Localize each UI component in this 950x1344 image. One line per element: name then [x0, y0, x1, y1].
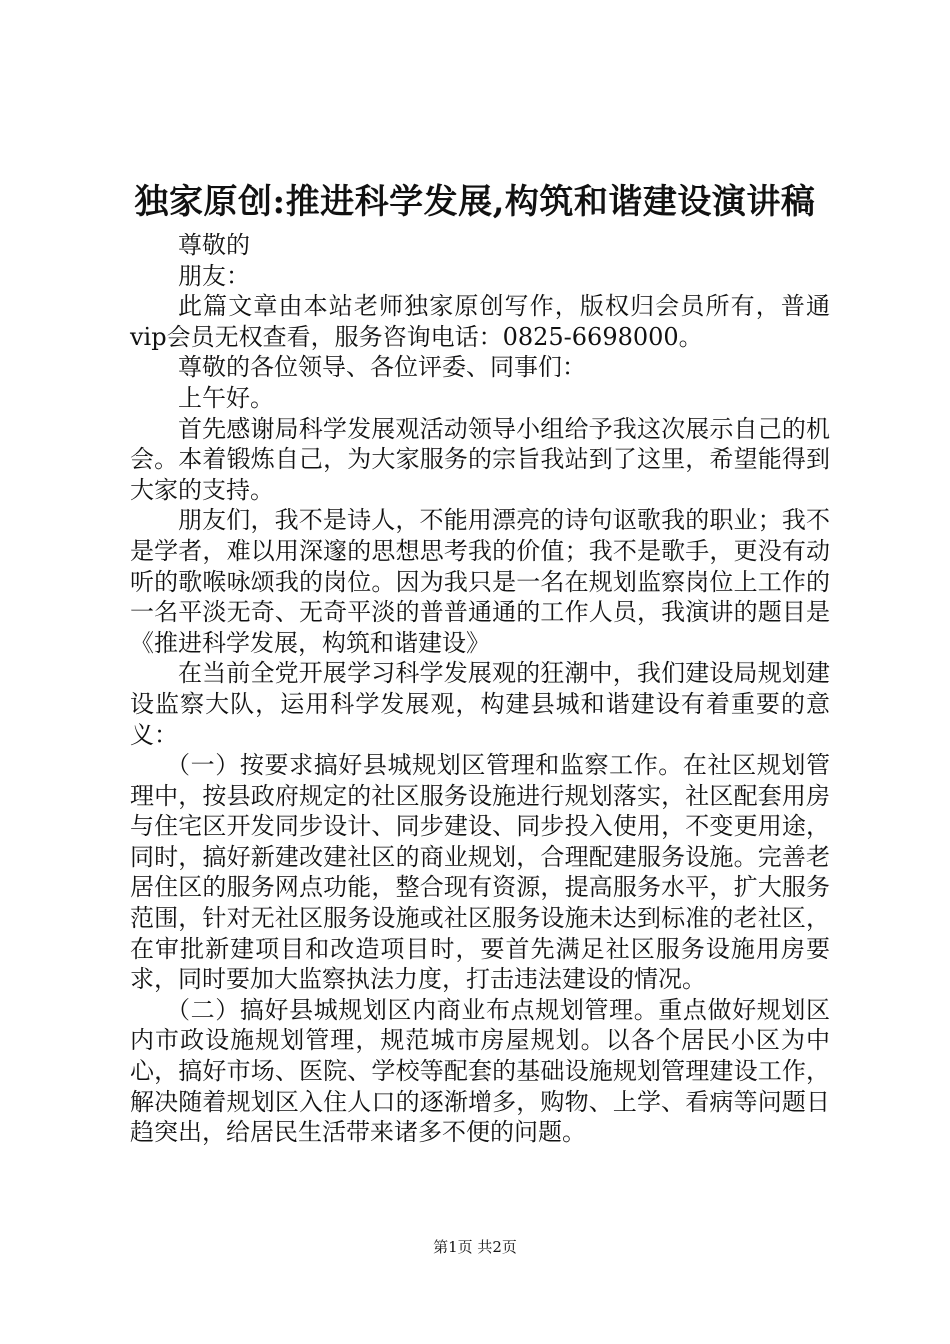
body-paragraph: 在当前全党开展学习科学发展观的狂潮中，我们建设局规划建设监察大队，运用科学发展观，构建县城和谐建设有着重要的意义： [130, 659, 830, 749]
audience-greeting: 尊敬的各位领导、各位评委、同事们： [178, 353, 586, 382]
copyright-notice: 此篇文章由本站老师独家原创写作，版权归会员所有，普通vip会员无权查看，服务咨询电话：0825-6698000。 [130, 292, 830, 351]
body-paragraph: 首先感谢局科学发展观活动领导小组给予我这次展示自己的机会。本着锻炼自己，为大家服务的宗旨我站到了这里，希望能得到大家的支持。 [130, 414, 830, 504]
document-body [130, 230, 830, 1148]
section-one-paragraph: （一）按要求搞好县城规划区管理和监察工作。在社区规划管理中，按县政府规定的社区服务设施进行规划落实，社区配套用房与住宅区开发同步设计、同步建设、同步投入使用，不变更用途，同时，搞好新建改建社区的商业规划，合理配建服务设施。完善老居住区的服务网点功能，整合现有资源，提高服务水平，扩大服务范围，针对无社区服务设施或社区服务设施未达到标准的老社区，在审批新建项目和改造项目时，要首先满足社区服务设施用房要求，同时要加大监察执法力度，打击违法建设的情况。 [130, 751, 830, 994]
salutation-line-2: 朋友： [178, 261, 250, 290]
morning-greeting: 上午好。 [178, 383, 274, 412]
salutation-line-1: 尊敬的 [178, 231, 250, 259]
body-paragraph: 朋友们，我不是诗人，不能用漂亮的诗句讴歌我的职业；我不是学者，难以用深邃的思想思考我的价值；我不是歌手，更没有动听的歌喉咏颂我的岗位。因为我只是一名在规划监察岗位上工作的一名平淡无奇、无奇平淡的普普通通的工作人员，我演讲的题目是《推进科学发展，构筑和谐建设》 [130, 506, 830, 657]
section-two-paragraph: （二）搞好县城规划区内商业布点规划管理。重点做好规划区内市政设施规划管理，规范城市房屋规划。以各个居民小区为中心，搞好市场、医院、学校等配套的基础设施规划管理建设工作，解决随着规划区入住人口的逐渐增多，购物、上学、看病等问题日趋突出，给居民生活带来诸多不便的问题。 [130, 995, 830, 1147]
page-footer: 第1页 共2页 [433, 1238, 517, 1256]
document-title: 独家原创:推进科学发展,构筑和谐建设演讲稿 [134, 182, 816, 222]
